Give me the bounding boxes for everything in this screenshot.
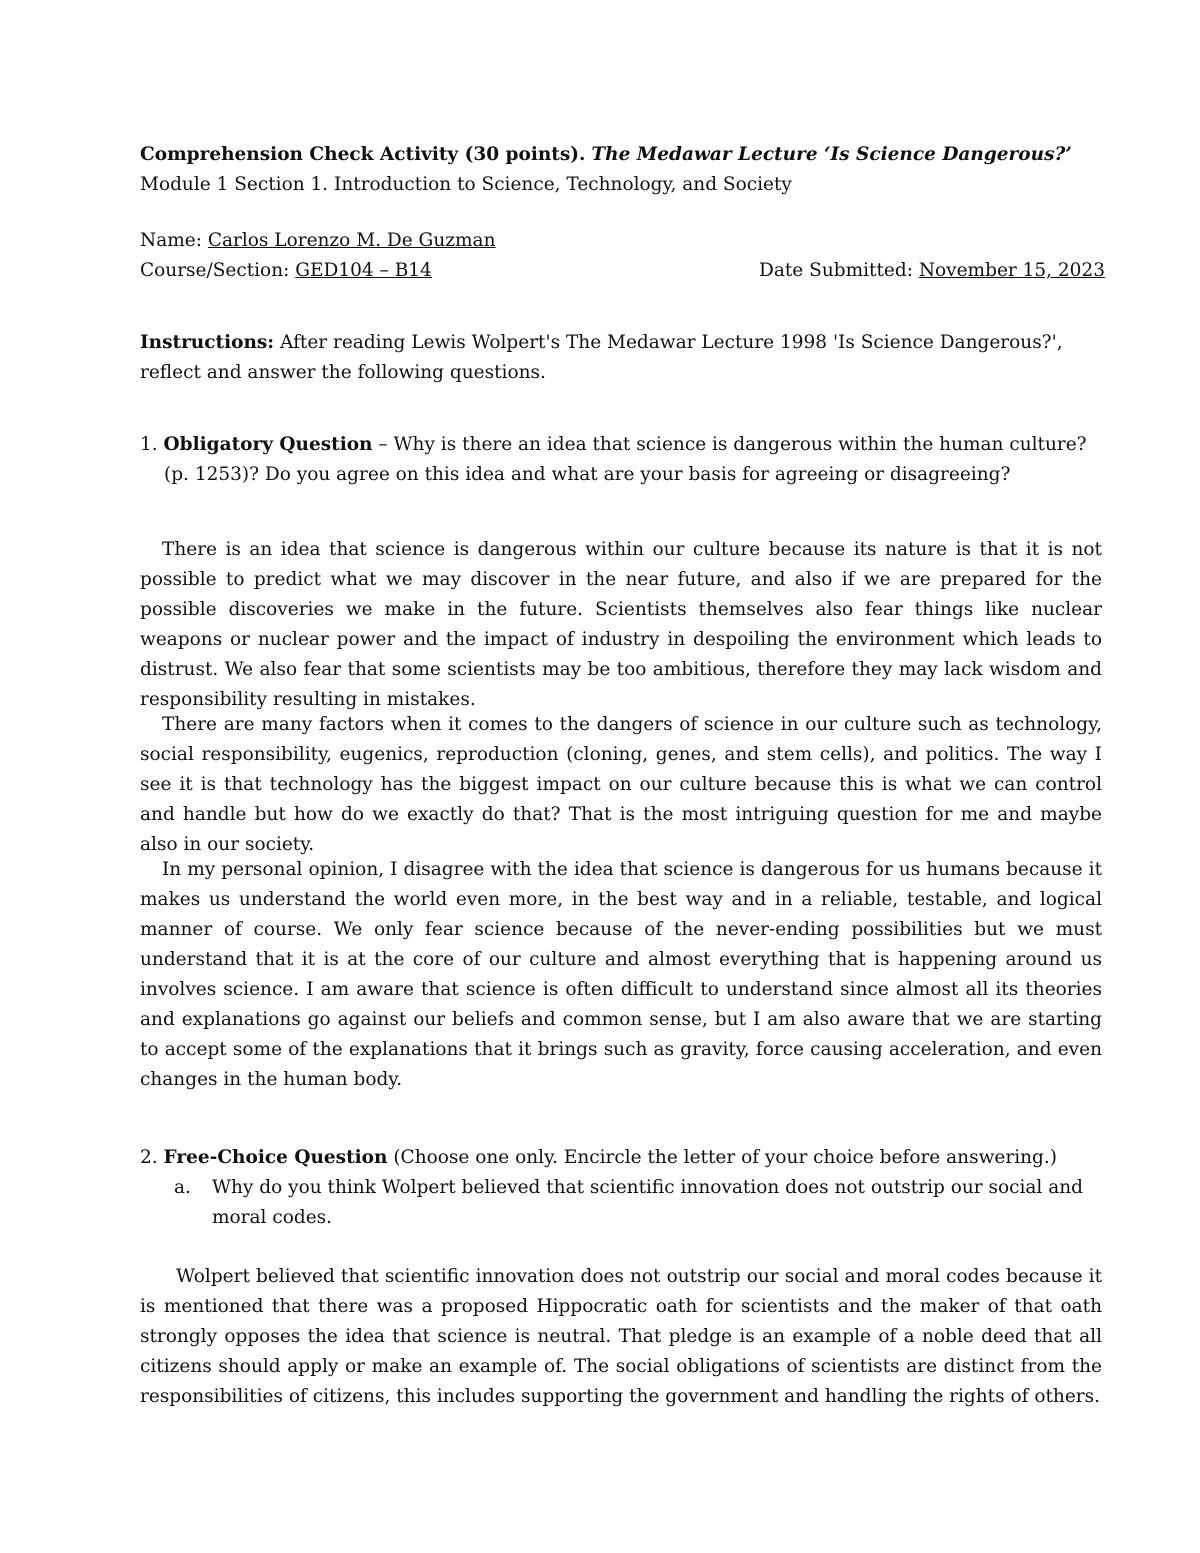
lecture-title: The Medawar Lecture ‘Is Science Dangerous?’ — [591, 144, 1072, 165]
student-name: Carlos Lorenzo M. De Guzman — [207, 230, 496, 251]
question-1-answer-1 — [140, 535, 1102, 715]
document-header — [140, 140, 1105, 286]
date-submitted: November 15, 2023 — [918, 260, 1105, 281]
question-2-answer — [140, 1262, 1102, 1412]
question-1-answer-2 — [140, 710, 1102, 860]
question-2-text: (Choose one only. Encircle the letter of your choice before answering.) — [393, 1147, 1057, 1168]
answer-paragraph: In my personal opinion, I disagree with the idea that science is dangerous for us humans because it makes us understand the world even more, in the best way and in a reliable, testable, and logical manner of course. We only fear science because of the never-ending possibilities but we must understand that it is at the core of our culture and almost everything that is happening around us involves science. I am aware that science is often difficult to understand since almost all its theories and explanations go against our beliefs and common sense, but I am also aware that we are starting to accept some of the explanations that it brings such as gravity, force causing acceleration, and even changes in the human body. — [140, 859, 1102, 1090]
question-1-answer-3 — [140, 855, 1102, 1095]
instructions-label: Instructions: — [140, 332, 275, 353]
title-line — [140, 140, 1105, 170]
question-2-label: Free-Choice Question — [163, 1147, 388, 1168]
question-1 — [140, 430, 1102, 490]
answer-paragraph: There is an idea that science is dangerous within our culture because its nature is that it is not possible to predict what we may discover in the near future, and also if we are prepared for the possible discoveries we make in the future. Scientists themselves also fear things like nuclear weapons or nuclear power and the impact of industry in despoiling the environment which leads to distrust. We also fear that some scientists may be too ambitious, therefore they may lack wisdom and responsibility resulting in mistakes. — [140, 539, 1102, 710]
course-label: Course/Section: — [140, 260, 290, 281]
question-1-text: – Why is there an idea that science is dangerous within the human culture? (p. 1253)? Do you agree on this idea and what are your basis for agreeing or disagreeing? — [164, 434, 1087, 485]
course-section: GED104 – B14 — [295, 260, 432, 281]
date-line — [759, 256, 1105, 286]
name-label: Name: — [140, 230, 202, 251]
question-2-option-a — [174, 1173, 1104, 1233]
option-text: Why do you think Wolpert believed that scientific innovation does not outstrip our social and moral codes. — [212, 1177, 1084, 1228]
question-1-number: 1. — [140, 434, 158, 455]
date-label: Date Submitted: — [759, 260, 913, 281]
question-2 — [140, 1143, 1102, 1173]
name-line — [140, 226, 1105, 256]
spacer — [140, 200, 1105, 226]
course-date-row — [140, 256, 1105, 286]
course-line — [140, 256, 432, 286]
activity-title: Comprehension Check Activity (30 points). — [140, 144, 586, 165]
instructions — [140, 328, 1102, 388]
answer-paragraph: There are many factors when it comes to the dangers of science in our culture such as technology, social responsibility, eugenics, reproduction (cloning, genes, and stem cells), and politics. The way I see it is that technology has the biggest impact on our culture because this is what we can control and handle but how do we exactly do that? That is the most intriguing question for me and maybe also in our society. — [140, 714, 1102, 855]
option-letter: a. — [174, 1177, 191, 1198]
module-line: Module 1 Section 1. Introduction to Science, Technology, and Society — [140, 174, 792, 195]
instructions-text: After reading Lewis Wolpert's The Medawar Lecture 1998 'Is Science Dangerous?', reflect and answer the following questions. — [140, 332, 1063, 383]
question-2-number: 2. — [140, 1147, 158, 1168]
answer-paragraph: Wolpert believed that scientific innovation does not outstrip our social and moral codes because it is mentioned that there was a proposed Hippocratic oath for scientists and the maker of that oath strongly opposes the idea that science is neutral. That pledge is an example of a noble deed that all citizens should apply or make an example of. The social obligations of scientists are distinct from the responsibilities of citizens, this includes supporting the government and handling the rights of others. — [140, 1266, 1102, 1407]
question-1-label: Obligatory Question — [163, 434, 373, 455]
